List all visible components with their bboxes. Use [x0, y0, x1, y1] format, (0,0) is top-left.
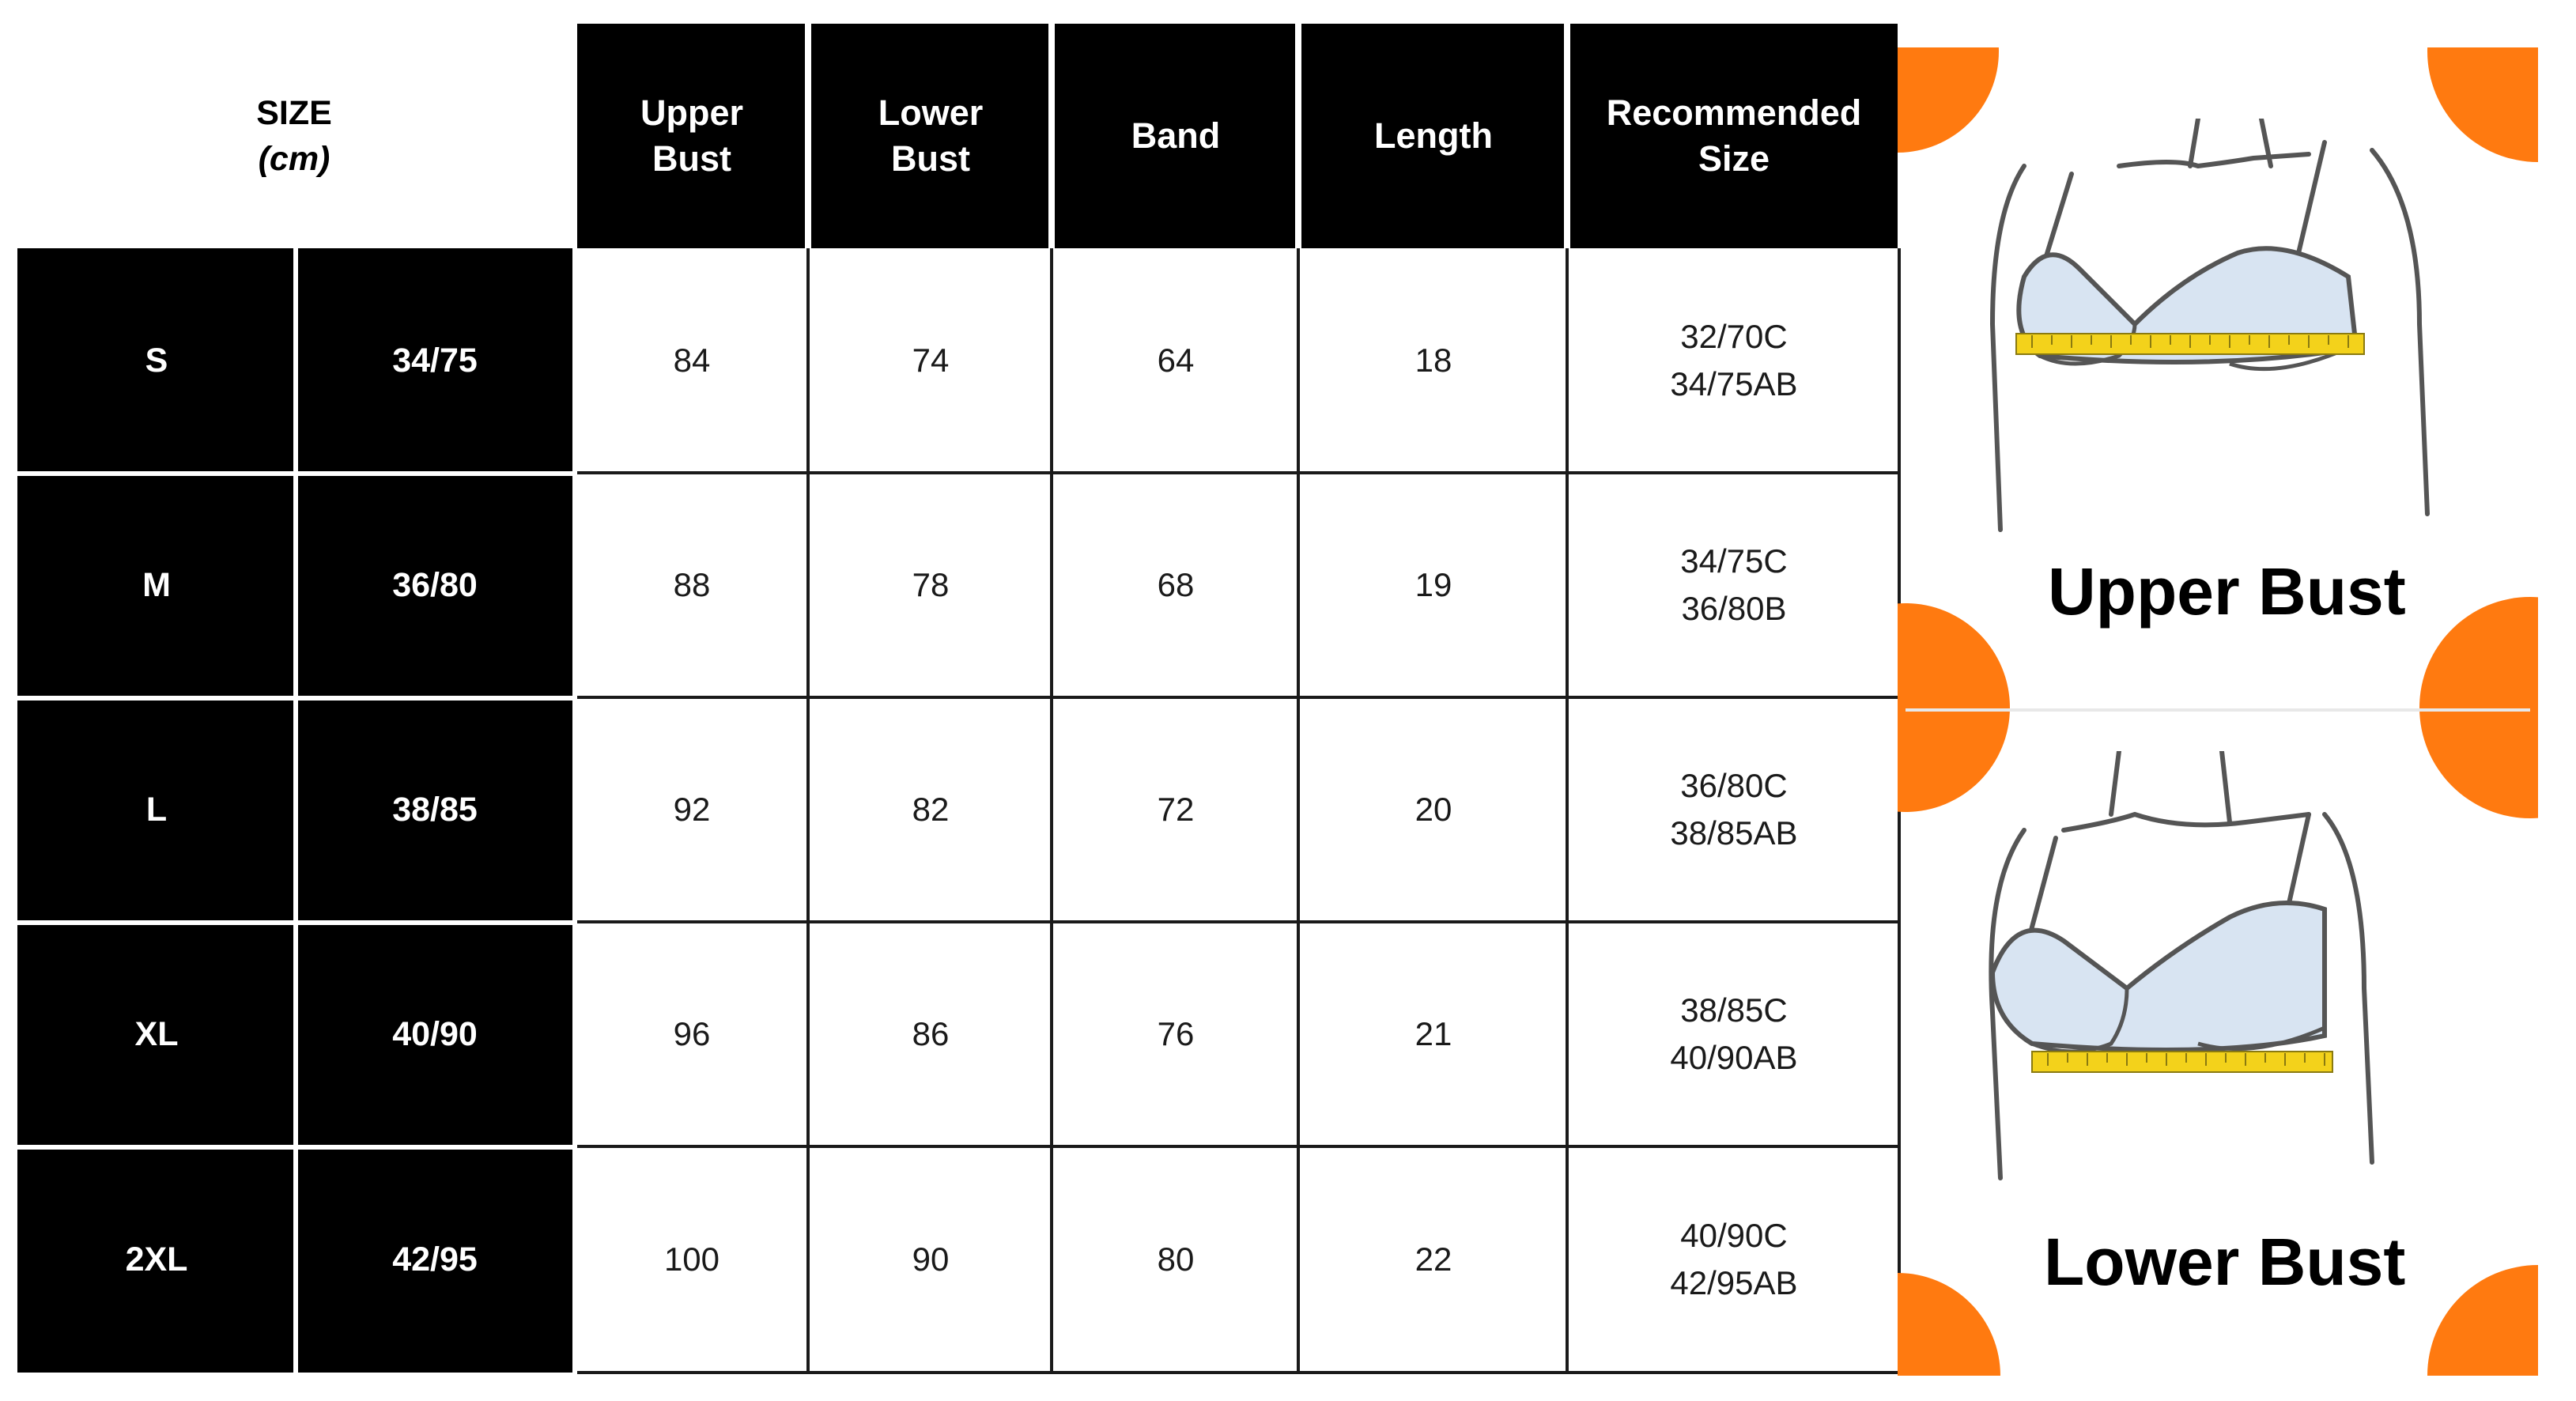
size-text: XL [134, 1014, 179, 1053]
value-text: 80 [1157, 1241, 1195, 1278]
upper-bust-label: Upper Bust [2048, 554, 2406, 629]
size-header-unit: (cm) [258, 140, 330, 178]
bra-shape [1992, 903, 2325, 1052]
upper-bust-cell [577, 697, 806, 922]
code-text: 42/95 [392, 1240, 478, 1278]
recommended-cell [1570, 473, 1898, 697]
code-cell [296, 248, 574, 473]
code-cell [296, 697, 574, 922]
band-cell [1055, 697, 1297, 922]
value-text: 84 [673, 342, 711, 379]
size-text: 2XL [125, 1240, 188, 1278]
length-cell [1301, 1146, 1566, 1373]
recommended-line: 40/90AB [1670, 1039, 1798, 1076]
left-separator [17, 471, 574, 476]
length-cell [1301, 922, 1566, 1146]
recommended-line: 34/75C [1680, 542, 1788, 580]
band-cell [1055, 922, 1297, 1146]
grid-line [577, 471, 1901, 474]
grid-line [577, 1371, 1901, 1374]
column-header-band [1055, 24, 1297, 248]
recommended-cell [1570, 922, 1898, 1146]
lower-bust-cell [811, 248, 1050, 473]
left-separator [293, 248, 298, 1373]
recommended-line: 38/85C [1680, 991, 1788, 1029]
left-separator [17, 1145, 574, 1150]
size-cell [17, 922, 296, 1146]
value-text: 21 [1415, 1015, 1452, 1052]
upper-bust-cell [577, 922, 806, 1146]
size-header-label: SIZE [256, 94, 332, 132]
recommended-line: 36/80B [1681, 590, 1787, 627]
grid-line [577, 696, 1901, 699]
size-text: M [142, 565, 171, 604]
length-cell [1301, 697, 1566, 922]
recommended-line: 38/85AB [1670, 814, 1798, 852]
column-header-recommended-size [1570, 24, 1898, 248]
column-header-label: Length [1374, 115, 1493, 156]
grid-line [577, 1145, 1901, 1148]
code-cell [296, 473, 574, 697]
length-cell [1301, 248, 1566, 473]
size-cell [17, 473, 296, 697]
column-header-label: Upper Bust [640, 93, 743, 179]
upper-bust-cell [577, 1146, 806, 1373]
code-text: 40/90 [392, 1014, 478, 1053]
recommended-line: 40/90C [1680, 1217, 1788, 1254]
column-header-label: Lower Bust [878, 93, 984, 179]
recommended-line: 42/95AB [1670, 1264, 1798, 1301]
recommended-line: 36/80C [1680, 767, 1788, 804]
value-text: 78 [912, 566, 950, 603]
size-cell [17, 1146, 296, 1373]
column-header-label: Band [1131, 115, 1221, 156]
value-text: 82 [912, 791, 950, 828]
column-header-upper-bust [577, 24, 806, 248]
value-text: 19 [1415, 566, 1452, 603]
value-text: 92 [673, 791, 711, 828]
lower-bust-cell [811, 473, 1050, 697]
value-text: 68 [1157, 566, 1195, 603]
value-text: 64 [1157, 342, 1195, 379]
value-text: 96 [673, 1015, 711, 1052]
code-text: 34/75 [392, 341, 478, 380]
value-text: 72 [1157, 791, 1195, 828]
column-header-length [1301, 24, 1566, 248]
code-text: 38/85 [392, 790, 478, 829]
size-text: L [145, 790, 168, 829]
grid-line [577, 920, 1901, 923]
column-header-lower-bust [811, 24, 1050, 248]
value-text: 76 [1157, 1015, 1195, 1052]
recommended-line: 32/70C [1680, 318, 1788, 355]
upper-bust-cell [577, 248, 806, 473]
header-separator [1564, 24, 1569, 248]
size-cell [17, 248, 296, 473]
recommended-cell [1570, 248, 1898, 473]
size-header [17, 24, 571, 248]
value-text: 74 [912, 342, 950, 379]
band-cell [1055, 473, 1297, 697]
lower-bust-cell [811, 697, 1050, 922]
recommended-line: 34/75AB [1670, 365, 1798, 402]
column-header-label: Recommended Size [1606, 93, 1862, 179]
recommended-cell [1570, 1146, 1898, 1373]
value-text: 88 [673, 566, 711, 603]
upper-bust-illustration [1977, 119, 2467, 546]
measuring-tape [2032, 1052, 2332, 1072]
left-separator [17, 920, 574, 925]
value-text: 86 [912, 1015, 950, 1052]
value-text: 22 [1415, 1241, 1452, 1278]
code-cell [296, 922, 574, 1146]
orange-decor-shape [2427, 1265, 2576, 1401]
band-cell [1055, 1146, 1297, 1373]
value-text: 90 [912, 1241, 950, 1278]
code-cell [296, 1146, 574, 1373]
header-separator [1048, 24, 1053, 248]
header-separator [1295, 24, 1300, 248]
lower-bust-label: Lower Bust [2044, 1225, 2406, 1299]
recommended-cell [1570, 697, 1898, 922]
value-text: 20 [1415, 791, 1452, 828]
size-cell [17, 697, 296, 922]
left-separator [17, 696, 574, 700]
value-text: 100 [663, 1241, 720, 1278]
length-cell [1301, 473, 1566, 697]
size-text: S [145, 341, 168, 380]
orange-decor-shape [1898, 1273, 2000, 1401]
band-cell [1055, 248, 1297, 473]
lower-bust-cell [811, 922, 1050, 1146]
lower-bust-cell [811, 1146, 1050, 1373]
header-separator [805, 24, 810, 248]
value-text: 18 [1415, 342, 1452, 379]
upper-bust-cell [577, 473, 806, 697]
lower-bust-illustration [1977, 751, 2467, 1194]
code-text: 36/80 [392, 565, 478, 604]
